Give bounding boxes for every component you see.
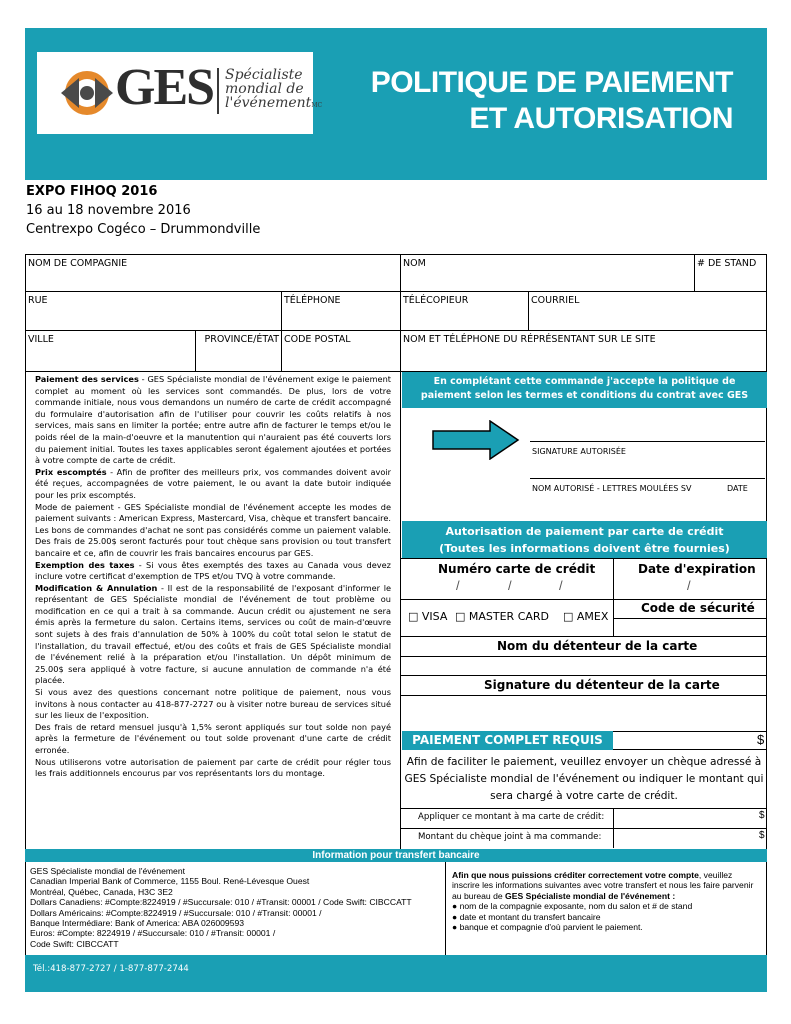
acceptance-band: En complétant cette commande j'accepte la politique de paiement selon les termes et conditions du contrat avec GES [402,372,767,408]
terms-payment: Paiement des services - GES Spécialiste mondial de l'événement exige le paiement complet au moment où les services sont commandés. De plus, lors de votre commande initiale, nous vous demandons un numéro de carte de crédit accompagné du formulaire d'autorisation afin de l'utiliser pour couvrir les coûts relatifs à nos services, mais sans en limiter la portée; entre autre afin de facturer le temps et/ou le poids réel de la main-d'oeuvre et la manutention qui n'auraient pas été couverts lors du paiement initial. Toutes les taxes applicables seront également ajoutées et portées à votre compte de carte de crédit. [35,374,391,466]
page-title-line1: POLITIQUE DE PAIEMENT [370,66,733,99]
name-field[interactable]: NOM [400,254,695,292]
ges-logo [37,52,323,134]
terms-authorization: Nous utiliserons votre autorisation de paiement par carte de crédit pour régler tous les frais additionnels encourus par vos représentants lors du montage. [35,756,391,779]
holder-signature-input[interactable] [402,696,766,730]
terms-late-fees: Des frais de retard mensuel jusqu'à 1,5% seront appliqués sur tout solde non payé après la fermeture de l'événement ou tout solde provenant d'une carte de crédit erronée. [35,721,391,755]
booth-field[interactable]: # DE STAND [694,254,767,292]
event-name: EXPO FIHOQ 2016 [26,184,158,199]
city-field[interactable]: VILLE [25,330,196,372]
street-field[interactable]: RUE [25,291,282,331]
bank-details: GES Spécialiste mondial de l'événement Canadian Imperial Bank of Commerce, 1155 Boul. René-Lévesque Ouest Montréal, Québec, Canada, H3C 3E2 Dollars Canadiens: #Compte:8224919 / #Succursale: 010 / #Transit: 00001 / Code Swift: CIBCCATT Dollars Américains: #Compte:8224919 / #Succursale: 010 / #Transit: 00001 / Banque Intermédiare: Bank of America: ABA 026009593 Euros: #Compte: 8224919 / #Succursale: 010 / #Transit: 00001 / Code Swift: CIBCCATT [30,866,412,949]
cvv-input[interactable] [614,619,766,636]
full-payment-band: PAIEMENT COMPLET REQUIS [402,731,613,750]
terms-discount: Prix escomptés - Afin de profiter des meilleurs prix, vos commandes doivent avoir été reçues, accompagnées de votre paiement, le ou avant la date butoir indiquée pour les prix escomptés. [35,466,391,500]
amex-checkbox[interactable]: □ AMEX [563,610,609,623]
company-name-field[interactable]: NOM DE COMPAGNIE [25,254,401,292]
holder-name-input[interactable] [402,657,766,675]
logo-word: GES [115,59,214,116]
terms-payment-method: Mode de paiement - GES Spécialiste mondial de l'événement accepte les modes de paiement suivants : American Express, Mastercard, Visa, chèque et transfert bancaire. Les bons de commandes d'achat ne sont pas considérés comme un paiement valable. Des frais de 25.00$ seront facturés pour tout chèque sans provision ou tout transfert bancaire et ce, afin de couvrir les frais bancaires encourus par GES. [35,501,391,558]
event-dates: 16 au 18 novembre 2016 [26,203,191,218]
province-field[interactable]: PROVINCE/ÉTAT [195,330,282,372]
phone-field[interactable]: TÉLÉPHONE [281,291,401,331]
bank-instructions: Afin que nous puissions créditer correctement votre compte, veuillez inscrire les informations suivantes avec votre transfert et nous les faire parvenir au bureau de GES Spécialiste mondial de l'événement : ● nom de la compagnie exposante, nom du salon et # de stand ● date et montant du transfert bancaire ● banque et compagnie d'où parvient le paiement. [452,870,754,933]
payment-note: Afin de faciliter le paiement, veuillez envoyer un chèque adressé à GES Spécialiste mondial de l'événement ou indiquer le montant qui sera chargé à votre carte de crédit. [404,756,764,802]
name-date-line [530,478,765,479]
cheque-amount-input[interactable] [614,829,764,847]
footer-contact: Tél.:418-877-2727 / 1-877-877-2744 [33,964,189,974]
event-venue: Centrexpo Cogéco – Drummondville [26,222,261,237]
card-amount-currency: $ [759,810,765,821]
holder-name-bottom [401,675,767,676]
terms-questions: Si vous avez des questions concernant notre politique de paiement, nous vous invitons à nous contacter au 418-877-2727 ou à visiter notre bureau de services situé sur les lieux de l'exposition. [35,687,391,721]
card-amount-label: Appliquer ce montant à ma carte de crédit: [418,812,605,822]
card-auth-band: Autorisation de paiement par carte de crédit (Toutes les informations doivent être fournies) [402,521,767,558]
header-banner [25,28,767,180]
bank-transfer-band: Information pour transfert bancaire [25,849,767,862]
full-payment-currency: $ [757,732,765,747]
cheque-amount-currency: $ [759,830,765,841]
card-number-input[interactable] [402,577,612,597]
arrow-right-icon [432,420,520,460]
mastercard-checkbox[interactable]: □ MASTER CARD [455,610,550,623]
signature-line [530,441,765,442]
card-slash-3: / [559,578,563,593]
signature-label: SIGNATURE AUTORISÉE [532,447,626,456]
card-slash-2: / [508,578,512,593]
email-field[interactable]: COURRIEL [528,291,767,331]
card-number-label: Numéro carte de crédit [438,562,596,576]
visa-checkbox[interactable]: □ VISA [408,610,448,623]
footer-bar [25,955,767,992]
card-type-bottom [401,636,767,637]
card-row-top [401,558,767,559]
terms-cancellation: Modification & Annulation - Il est de la responsabilité de l'exposant d'informer le représentant de GES Spécialiste mondial de l'événement de tout problème ou modification en ce qui a trait à sa commande. Aucun crédit ou ajustement ne sera émis après la fermeture du salon. Certains items, services ou coût de main-d'œuvre sont sujets à des frais d'annulation de 50% à 100% du coût total selon le statut de l'installation, du travail effectué, et/ou des coûts et frais de GES Spécialiste mondial de l'événement relié à la préparation et/ou l'installation. Un dépôt minimum de 25.00$ sera appliqué à votre facture, si aucune annulation de commande n'a été placée. [35,582,392,686]
postal-code-field[interactable]: CODE POSTAL [281,330,401,372]
bank-divider [445,862,446,955]
logo-tagline: Spécialiste mondial de l'événementMC [225,67,323,111]
expiry-label: Date d'expiration [638,562,756,576]
terms-tax-exemption: Exemption des taxes - Si vous êtes exemptés des taxes au Canada vous devez inclure votre certificat d'exemption de TPS et/ou TVQ à votre commande. [35,559,391,582]
cheque-amount-label: Montant du chèque joint à ma commande: [418,832,602,842]
fax-field[interactable]: TÉLÉCOPIEUR [400,291,529,331]
card-slash-1: / [456,578,460,593]
logo-divider [217,68,219,114]
expiry-slash: / [687,578,691,593]
authorized-name-label: NOM AUTORISÉ - LETTRES MOULÉES SV [532,484,692,493]
page-title-line2: ET AUTORISATION [469,102,733,135]
card-amount-input[interactable] [614,809,764,827]
onsite-rep-field[interactable]: NOM ET TÉLÉPHONE DU RÉPRÉSENTANT SUR LE SITE [400,330,767,372]
payment-terms [35,374,391,780]
cvv-label: Code de sécurité [641,601,755,615]
full-payment-amount[interactable] [613,731,767,750]
card-row-bottom [401,599,767,600]
column-divider [400,371,401,849]
logo-trademark: MC [311,102,323,109]
holder-signature-label: Signature du détenteur de la carte [484,678,720,692]
holder-name-label: Nom du détenteur de la carte [497,639,698,653]
date-label: DATE [727,484,748,493]
gear-logo-icon [57,64,117,122]
